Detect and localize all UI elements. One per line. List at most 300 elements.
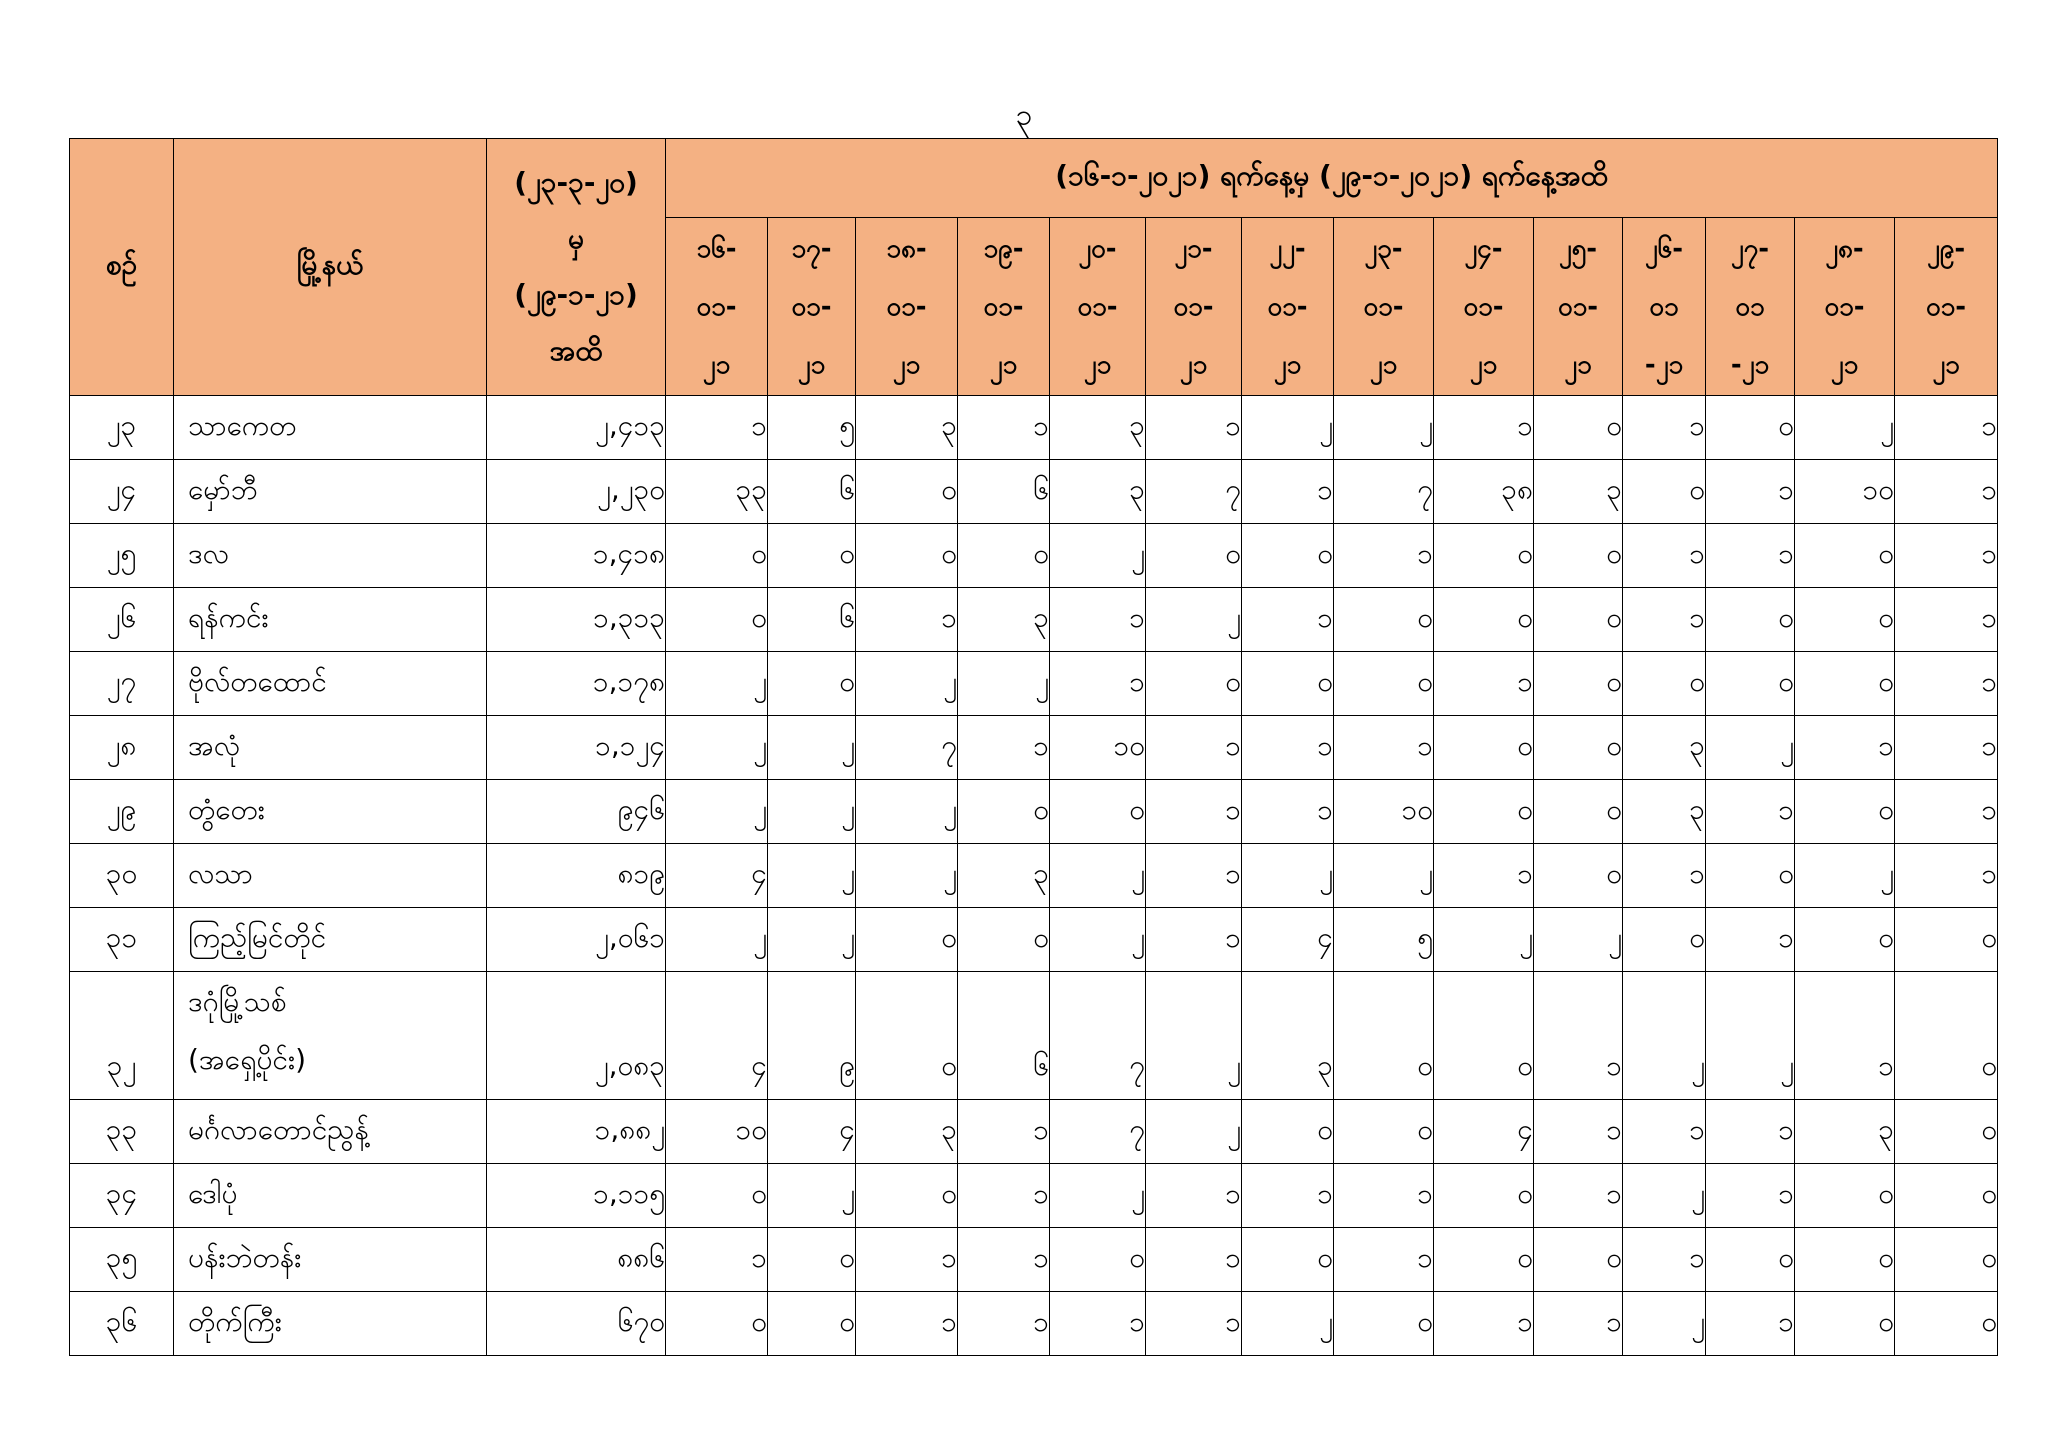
daily-cases-cell: ၆ [958,972,1050,1100]
daily-cases-cell: ၀ [1534,844,1623,908]
daily-cases-cell: ၁ [1146,716,1242,780]
table-row [70,1100,1998,1164]
daily-cases-cell: ၁ [1534,1292,1623,1356]
daily-cases-cell: ၂ [1334,844,1434,908]
daily-cases-cell: ၀ [958,524,1050,588]
daily-cases-cell: ၀ [1534,780,1623,844]
cumulative-total: ၂,၀၈၃ [487,972,666,1100]
daily-cases-cell: ၂ [1242,1292,1334,1356]
daily-cases-cell: ၁ [1146,780,1242,844]
header-date-line: ၀၁- [1463,291,1504,322]
daily-cases-cell: ၁ [1706,908,1795,972]
daily-cases-cell: ၁၀ [1334,780,1434,844]
table-row [70,1228,1998,1292]
daily-cases-cell: ၀ [1623,908,1706,972]
daily-cases-cell: ၁ [1895,652,1998,716]
header-date-line: ၁၇- [791,233,832,264]
table-row [70,844,1998,908]
daily-cases-cell: ၁ [958,1228,1050,1292]
table-row [70,588,1998,652]
daily-cases-cell: ၂ [1623,1292,1706,1356]
daily-cases-cell: ၃ [1242,972,1334,1100]
daily-cases-cell: ၀ [1050,780,1146,844]
daily-cases-cell: ၁ [1895,524,1998,588]
daily-cases-cell: ၁ [1706,460,1795,524]
cumulative-total: ၆၇၀ [487,1292,666,1356]
township-name-line: ဒလ [188,536,229,570]
daily-cases-cell: ၀ [856,460,958,524]
daily-cases-cell: ၀ [958,908,1050,972]
table-row [70,460,1998,524]
daily-cases-cell: ၀ [666,1292,768,1356]
daily-cases-cell: ၀ [1242,1100,1334,1164]
daily-cases-cell: ၀ [1706,396,1795,460]
daily-cases-cell: ၁ [1242,588,1334,652]
header-date-line: ၂၆- [1644,233,1684,264]
daily-cases-cell: ၁၀ [1050,716,1146,780]
daily-cases-cell: ၂ [856,844,958,908]
daily-cases-cell: ၀ [1795,588,1895,652]
header-date-line: ၂၂- [1269,233,1306,264]
daily-cases-cell: ၀ [1534,588,1623,652]
township-cases-table [69,138,1998,1356]
header-date-line: ၂၁ [1469,349,1498,380]
daily-cases-cell: ၃ [1050,460,1146,524]
daily-cases-cell: ၀ [1534,1228,1623,1292]
daily-cases-cell: ၁ [1623,588,1706,652]
cumulative-total: ၁,၁၂၄ [487,716,666,780]
daily-cases-cell: ၁ [1242,780,1334,844]
daily-cases-cell: ၀ [1534,652,1623,716]
daily-cases-cell: ၁ [1534,1164,1623,1228]
header-date-line: ၀၁- [1363,291,1404,322]
daily-cases-cell: ၁ [1534,1100,1623,1164]
daily-cases-cell: ၀ [1895,1164,1998,1228]
daily-cases-cell: ၀ [1534,716,1623,780]
row-number: ၂၆ [70,588,174,652]
daily-cases-cell: ၇ [1050,1100,1146,1164]
header-date-line: ၂၁ [1564,349,1592,380]
daily-cases-cell: ၇ [856,716,958,780]
header-date-line: ၂၇- [1730,233,1770,264]
daily-cases-cell: ၁ [1706,780,1795,844]
row-number: ၂၄ [70,460,174,524]
daily-cases-cell: ၀ [1706,652,1795,716]
header-date-range: (၁၆-၁-၂၀၂၁) ရက်နေ့မှ (၂၉-၁-၂၀၂၁) ရက်နေ့အထိ [666,139,1998,218]
table-row [70,716,1998,780]
daily-cases-cell: ၂ [1706,716,1795,780]
daily-cases-cell: ၃ [1623,716,1706,780]
township-name [174,972,487,1100]
daily-cases-cell: ၁ [1146,396,1242,460]
township-name [174,524,487,588]
daily-cases-cell: ၀ [1795,780,1895,844]
header-date [1434,218,1534,396]
daily-cases-cell: ၂ [856,652,958,716]
table-body [70,396,1998,1356]
daily-cases-cell: ၂ [1795,844,1895,908]
daily-cases-cell: ၀ [856,524,958,588]
table-row [70,1292,1998,1356]
township-name [174,588,487,652]
daily-cases-cell: ၀ [768,652,856,716]
township-name [174,460,487,524]
daily-cases-cell: ၁ [958,716,1050,780]
header-date-line: ၀၁- [886,291,927,322]
daily-cases-cell: ၆ [768,460,856,524]
header-total-line: (၂၉-၁-၂၁) [514,278,638,311]
township-name-line: တိုက်ကြီး [188,1304,282,1338]
daily-cases-cell: ၆ [768,588,856,652]
header-date [1242,218,1334,396]
daily-cases-cell: ၁ [1434,844,1534,908]
header-date-line: ၀၁- [1557,291,1599,322]
daily-cases-cell: ၁ [958,396,1050,460]
daily-cases-cell: ၃၈ [1434,460,1534,524]
daily-cases-cell: ၀ [768,1292,856,1356]
township-name-line: တွံတေး [188,792,265,826]
daily-cases-cell: ၃ [856,396,958,460]
township-name-line: ရန်ကင်း [188,600,269,634]
daily-cases-cell: ၂ [768,780,856,844]
header-date [1146,218,1242,396]
header-date-line: ၂၅- [1558,233,1598,264]
daily-cases-cell: ၁ [1146,1164,1242,1228]
daily-cases-cell: ၄ [768,1100,856,1164]
daily-cases-cell: ၀ [1146,652,1242,716]
township-name-line: ကြည့်မြင်တိုင် [188,920,327,954]
header-date-line: ၀၁- [1824,291,1865,322]
header-date [1706,218,1795,396]
daily-cases-cell: ၁ [1050,1292,1146,1356]
daily-cases-cell: ၂ [1706,972,1795,1100]
daily-cases-cell: ၀ [1434,588,1534,652]
daily-cases-cell: ၂ [1434,908,1534,972]
daily-cases-cell: ၀ [768,524,856,588]
daily-cases-cell: ၀ [1434,780,1534,844]
daily-cases-cell: ၁ [666,1228,768,1292]
township-name-line: ဒဂုံမြို့သစ် [188,985,287,1018]
row-number: ၃၂ [70,972,174,1100]
header-date-line: ၂၁ [989,349,1018,380]
daily-cases-cell: ၁ [1334,716,1434,780]
daily-cases-cell: ၁ [1795,972,1895,1100]
township-name [174,396,487,460]
row-number: ၂၇ [70,652,174,716]
daily-cases-cell: ၁ [1334,524,1434,588]
daily-cases-cell: ၀ [1795,1164,1895,1228]
daily-cases-cell: ၁ [1895,396,1998,460]
daily-cases-cell: ၁ [1623,396,1706,460]
daily-cases-cell: ၁ [1242,716,1334,780]
header-date [1334,218,1434,396]
daily-cases-cell: ၅ [768,396,856,460]
daily-cases-cell: ၀ [1795,908,1895,972]
cumulative-total: ၈၁၉ [487,844,666,908]
header-date [1050,218,1146,396]
header-township: မြို့နယ် [174,139,487,396]
cumulative-total: ၂,၂၃၀ [487,460,666,524]
daily-cases-cell: ၀ [1242,652,1334,716]
header-total-line: မှ [568,222,584,255]
header-date [1895,218,1998,396]
header-date-line: ၂၁- [1174,233,1213,264]
cumulative-total: ၁,၃၁၃ [487,588,666,652]
daily-cases-cell: ၂ [1050,524,1146,588]
daily-cases-cell: ၀ [1434,972,1534,1100]
daily-cases-cell: ၁ [1334,1228,1434,1292]
cumulative-total: ၂,၄၁၃ [487,396,666,460]
daily-cases-cell: ၀ [1334,972,1434,1100]
row-number: ၂၉ [70,780,174,844]
daily-cases-cell: ၂ [768,1164,856,1228]
row-number: ၃၃ [70,1100,174,1164]
header-date-line: ၂၁ [892,349,921,380]
daily-cases-cell: ၂ [768,716,856,780]
daily-cases-cell: ၁ [1706,524,1795,588]
daily-cases-cell: ၂ [666,716,768,780]
township-name-line: မင်္ဂလာတောင်ညွန့် [188,1112,369,1146]
township-name [174,1164,487,1228]
daily-cases-cell: ၁ [1146,1228,1242,1292]
township-name-line: ဗိုလ်တထောင် [188,664,327,698]
daily-cases-cell: ၁ [1146,844,1242,908]
daily-cases-cell: ၀ [856,908,958,972]
daily-cases-cell: ၁ [856,588,958,652]
daily-cases-cell: ၀ [1534,396,1623,460]
daily-cases-cell: ၁ [1334,1164,1434,1228]
header-total [487,139,666,396]
cumulative-total: ၉၄၆ [487,780,666,844]
daily-cases-cell: ၀ [856,1164,958,1228]
daily-cases-cell: ၁ [666,396,768,460]
row-number: ၃၆ [70,1292,174,1356]
daily-cases-cell: ၁ [1895,588,1998,652]
township-name [174,844,487,908]
daily-cases-cell: ၁ [1146,1292,1242,1356]
table-header [70,139,1998,396]
daily-cases-cell: ၁ [1706,1292,1795,1356]
daily-cases-cell: ၂ [1050,844,1146,908]
daily-cases-cell: ၀ [1706,1228,1795,1292]
daily-cases-cell: ၂ [1534,908,1623,972]
daily-cases-cell: ၁ [1795,716,1895,780]
header-date [768,218,856,396]
daily-cases-cell: ၂ [666,908,768,972]
daily-cases-cell: ၁ [1242,460,1334,524]
header-date-line: ၀၁ [1649,291,1679,322]
daily-cases-cell: ၄ [1242,908,1334,972]
township-name [174,1292,487,1356]
header-date-line: ၂၄- [1464,233,1503,264]
daily-cases-cell: ၂ [1242,396,1334,460]
township-name [174,1100,487,1164]
daily-cases-cell: ၁ [1623,844,1706,908]
daily-cases-cell: ၃ [1795,1100,1895,1164]
daily-cases-cell: ၃ [958,588,1050,652]
header-date-line: ၀၁- [1926,291,1967,322]
daily-cases-cell: ၀ [666,1164,768,1228]
daily-cases-cell: ၀ [1050,1228,1146,1292]
daily-cases-cell: ၁ [1623,1100,1706,1164]
township-name-line: (အရှေ့ပိုင်း) [188,1043,306,1076]
daily-cases-cell: ၀ [1706,588,1795,652]
daily-cases-cell: ၁ [856,1292,958,1356]
township-name-line: သာကေတ [188,408,297,442]
cumulative-total: ၁,၁၇၈ [487,652,666,716]
daily-cases-cell: ၄ [1434,1100,1534,1164]
row-number: ၂၈ [70,716,174,780]
table-row [70,1164,1998,1228]
daily-cases-cell: ၀ [768,1228,856,1292]
header-date [666,218,768,396]
daily-cases-cell: ၁ [1534,972,1623,1100]
daily-cases-cell: ၇ [1050,972,1146,1100]
cumulative-total: ၁,၄၁၈ [487,524,666,588]
header-date-line: ၂၁ [1932,349,1960,380]
daily-cases-cell: ၂ [856,780,958,844]
daily-cases-cell: ၀ [666,588,768,652]
daily-cases-cell: ၀ [1795,652,1895,716]
daily-cases-cell: ၀ [1146,524,1242,588]
header-date-line: -၂၁ [1730,349,1770,380]
daily-cases-cell: ၀ [1795,1228,1895,1292]
daily-cases-cell: ၃၃ [666,460,768,524]
daily-cases-cell: ၄ [666,972,768,1100]
daily-cases-cell: ၅ [1334,908,1434,972]
row-number: ၃၀ [70,844,174,908]
daily-cases-cell: ၀ [1795,524,1895,588]
daily-cases-cell: ၁ [1895,716,1998,780]
daily-cases-cell: ၀ [1623,652,1706,716]
daily-cases-cell: ၀ [1434,1164,1534,1228]
daily-cases-cell: ၀ [666,524,768,588]
header-date-line: ၀၁- [983,291,1024,322]
header-date-line: ၂၁ [1369,349,1398,380]
daily-cases-cell: ၁ [1146,908,1242,972]
daily-cases-cell: ၁ [1434,396,1534,460]
daily-cases-cell: ၂ [1050,908,1146,972]
township-name-line: အလုံ [188,728,240,762]
daily-cases-cell: ၇ [1334,460,1434,524]
daily-cases-cell: ၀ [1895,972,1998,1100]
daily-cases-cell: ၀ [1334,652,1434,716]
township-name-line: ပန်းဘဲတန်း [188,1240,302,1274]
daily-cases-cell: ၀ [1434,524,1534,588]
daily-cases-cell: ၁ [1434,652,1534,716]
daily-cases-cell: ၂ [1623,1164,1706,1228]
header-date-line: ၀၁- [1173,291,1214,322]
township-name-line: မှော်ဘီ [188,472,258,506]
header-date-line: ၂၁ [797,349,826,380]
page-number: ၃ [1015,98,1033,133]
township-name [174,908,487,972]
table-row [70,908,1998,972]
daily-cases-cell: ၁ [1242,1164,1334,1228]
daily-cases-cell: ၂ [1146,972,1242,1100]
daily-cases-cell: ၁ [1623,524,1706,588]
daily-cases-cell: ၂ [1146,588,1242,652]
header-total-line: အထိ [549,334,603,367]
daily-cases-cell: ၀ [1434,716,1534,780]
daily-cases-cell: ၆ [958,460,1050,524]
daily-cases-cell: ၄ [666,844,768,908]
cumulative-total: ၁,၁၁၅ [487,1164,666,1228]
cumulative-total: ၂,၀၆၁ [487,908,666,972]
header-date-line: ၂၃- [1364,233,1403,264]
header-date-line: ၀၁- [791,291,832,322]
header-date [856,218,958,396]
header-no: စဉ် [70,139,174,396]
header-date-line: -၂၁ [1644,349,1684,380]
daily-cases-cell: ၁ [1895,460,1998,524]
daily-cases-cell: ၁ [1895,844,1998,908]
header-date-line: ၀၁- [1267,291,1308,322]
daily-cases-cell: ၂ [1623,972,1706,1100]
header-date-line: ၂၉- [1926,233,1966,264]
daily-cases-cell: ၀ [1795,1292,1895,1356]
daily-cases-cell: ၀ [1895,908,1998,972]
daily-cases-cell: ၀ [1895,1228,1998,1292]
daily-cases-cell: ၁ [1895,780,1998,844]
header-date-line: ၂၁ [1273,349,1302,380]
daily-cases-cell: ၁ [1706,1164,1795,1228]
header-date-line: ၀၁- [696,291,737,322]
header-date-line: ၂၁ [1179,349,1208,380]
daily-cases-cell: ၀ [1434,1228,1534,1292]
daily-cases-cell: ၂ [1334,396,1434,460]
daily-cases-cell: ၃ [958,844,1050,908]
header-date [1795,218,1895,396]
daily-cases-cell: ၀ [1242,1228,1334,1292]
row-number: ၂၅ [70,524,174,588]
cumulative-total: ၈၈၆ [487,1228,666,1292]
header-date [958,218,1050,396]
daily-cases-cell: ၀ [1334,588,1434,652]
daily-cases-cell: ၁ [958,1100,1050,1164]
daily-cases-cell: ၃ [1534,460,1623,524]
daily-cases-cell: ၁၀ [666,1100,768,1164]
header-date-line: ၂၁ [1083,349,1112,380]
daily-cases-cell: ၃ [1050,396,1146,460]
table-row [70,652,1998,716]
daily-cases-cell: ၁ [1623,1228,1706,1292]
cumulative-total: ၁,၈၈၂ [487,1100,666,1164]
row-number: ၃၄ [70,1164,174,1228]
table-row [70,396,1998,460]
daily-cases-cell: ၀ [1334,1292,1434,1356]
header-date-line: ၁၆- [696,233,737,264]
daily-cases-cell: ၂ [1795,396,1895,460]
daily-cases-cell: ၂ [666,780,768,844]
daily-cases-cell: ၃ [856,1100,958,1164]
daily-cases-cell: ၂ [1146,1100,1242,1164]
daily-cases-cell: ၁ [856,1228,958,1292]
header-date-line: ၂၀- [1078,233,1117,264]
header-date-line: ၂၁ [702,349,731,380]
daily-cases-cell: ၀ [856,972,958,1100]
township-name-line: လသာ [188,856,253,890]
daily-cases-cell: ၉ [768,972,856,1100]
header-date-line: ၂၈- [1825,233,1864,264]
header-total-line: (၂၃-၃-၂၀) [514,166,638,199]
daily-cases-cell: ၁ [1706,1100,1795,1164]
row-number: ၃၁ [70,908,174,972]
header-date-line: ၀၁- [1077,291,1118,322]
header-date [1623,218,1706,396]
daily-cases-cell: ၇ [1146,460,1242,524]
daily-cases-cell: ၁၀ [1795,460,1895,524]
